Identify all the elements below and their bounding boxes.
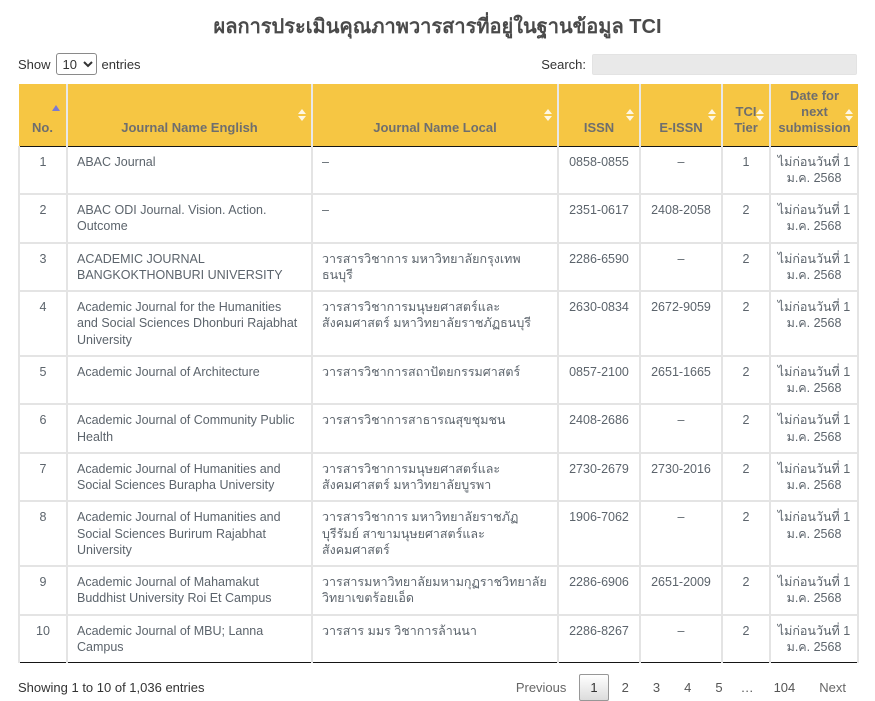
table-row bbox=[19, 146, 858, 194]
table-row bbox=[19, 501, 858, 566]
cell-eissn: – bbox=[640, 404, 722, 453]
cell-no: 8 bbox=[19, 501, 67, 566]
cell-next-submission-date: ไม่ก่อนวันที่ 1 ม.ค. 2568 bbox=[770, 146, 858, 194]
cell-next-submission-date: ไม่ก่อนวันที่ 1 ม.ค. 2568 bbox=[770, 615, 858, 663]
cell-journal-name-english: Academic Journal of Community Public Health bbox=[67, 404, 312, 453]
cell-tci-tier: 2 bbox=[722, 194, 770, 243]
header-journal-name-local[interactable]: Journal Name Local bbox=[312, 84, 558, 146]
table-row bbox=[19, 291, 858, 356]
page-length-control bbox=[18, 53, 141, 75]
header-issn[interactable]: ISSN bbox=[558, 84, 640, 146]
cell-journal-name-local: วารสาร มมร วิชาการล้านนา bbox=[312, 615, 558, 663]
table-row bbox=[19, 404, 858, 453]
cell-issn: 0857-2100 bbox=[558, 356, 640, 405]
cell-tci-tier: 2 bbox=[722, 404, 770, 453]
pagination-page-104[interactable]: 104 bbox=[773, 680, 796, 695]
header-tci-tier[interactable]: TCI Tier bbox=[722, 84, 770, 146]
showing-entries-info: Showing 1 to 10 of 1,036 entries bbox=[18, 680, 205, 695]
cell-journal-name-english: Academic Journal of MBU; Lanna Campus bbox=[67, 615, 312, 663]
cell-issn: 2630-0834 bbox=[558, 291, 640, 356]
cell-tci-tier: 2 bbox=[722, 566, 770, 615]
cell-eissn: 2408-2058 bbox=[640, 194, 722, 243]
cell-no: 1 bbox=[19, 146, 67, 194]
sort-both-icon bbox=[845, 109, 854, 121]
cell-no: 5 bbox=[19, 356, 67, 405]
cell-no: 10 bbox=[19, 615, 67, 663]
cell-no: 2 bbox=[19, 194, 67, 243]
cell-no: 3 bbox=[19, 243, 67, 292]
sort-both-icon bbox=[756, 109, 765, 121]
cell-eissn: 2651-2009 bbox=[640, 566, 722, 615]
cell-tci-tier: 2 bbox=[722, 243, 770, 292]
cell-tci-tier: 2 bbox=[722, 291, 770, 356]
pagination-next[interactable]: Next bbox=[819, 680, 846, 695]
cell-journal-name-english: ABAC ODI Journal. Vision. Action. Outcome bbox=[67, 194, 312, 243]
cell-journal-name-english: Academic Journal of Architecture bbox=[67, 356, 312, 405]
page-title: ผลการประเมินคุณภาพวารสารที่อยู่ในฐานข้อมูล TCI bbox=[213, 16, 662, 38]
table-row bbox=[19, 615, 858, 663]
cell-issn: 2351-0617 bbox=[558, 194, 640, 243]
table-controls bbox=[18, 53, 857, 75]
cell-tci-tier: 2 bbox=[722, 615, 770, 663]
sort-both-icon bbox=[544, 109, 553, 121]
sort-both-icon bbox=[626, 109, 635, 121]
cell-journal-name-local: วารสารวิชาการมนุษยศาสตร์และสังคมศาสตร์ มหาวิทยาลัยบูรพา bbox=[312, 453, 558, 502]
cell-journal-name-local: วารสารวิชาการสถาปัตยกรรมศาสตร์ bbox=[312, 356, 558, 405]
cell-issn: 2286-8267 bbox=[558, 615, 640, 663]
cell-eissn: 2672-9059 bbox=[640, 291, 722, 356]
cell-eissn: 2651-1665 bbox=[640, 356, 722, 405]
cell-journal-name-local: – bbox=[312, 146, 558, 194]
cell-tci-tier: 2 bbox=[722, 501, 770, 566]
cell-no: 7 bbox=[19, 453, 67, 502]
table-row bbox=[19, 243, 858, 292]
cell-eissn: 2730-2016 bbox=[640, 453, 722, 502]
pagination-page-1[interactable]: 1 bbox=[579, 674, 608, 701]
cell-issn: 2730-2679 bbox=[558, 453, 640, 502]
table-body bbox=[19, 146, 858, 663]
cell-journal-name-local: – bbox=[312, 194, 558, 243]
pagination-page-5[interactable]: 5 bbox=[715, 680, 723, 695]
table-row bbox=[19, 356, 858, 405]
pagination-page-4[interactable]: 4 bbox=[684, 680, 692, 695]
header-next-submission-date[interactable]: Date for next submission bbox=[770, 84, 858, 146]
cell-issn: 2408-2686 bbox=[558, 404, 640, 453]
sort-both-icon bbox=[708, 109, 717, 121]
page-length-select[interactable] bbox=[56, 53, 97, 75]
cell-journal-name-english: Academic Journal of Humanities and Social Sciences Burirum Rajabhat University bbox=[67, 501, 312, 566]
journals-table bbox=[18, 84, 859, 663]
pagination-page-3[interactable]: 3 bbox=[652, 680, 661, 695]
cell-journal-name-english: Academic Journal for the Humanities and Social Sciences Dhonburi Rajabhat University bbox=[67, 291, 312, 356]
cell-journal-name-english: Academic Journal of Humanities and Social Sciences Burapha University bbox=[67, 453, 312, 502]
search-input[interactable] bbox=[592, 54, 857, 75]
table-row bbox=[19, 194, 858, 243]
table-footer bbox=[18, 674, 857, 701]
sort-asc-icon bbox=[52, 105, 60, 111]
cell-tci-tier: 2 bbox=[722, 453, 770, 502]
cell-next-submission-date: ไม่ก่อนวันที่ 1 ม.ค. 2568 bbox=[770, 194, 858, 243]
cell-journal-name-local: วารสารมหาวิทยาลัยมหามกุฏราชวิทยาลัย วิทยาเขตร้อยเอ็ด bbox=[312, 566, 558, 615]
cell-tci-tier: 2 bbox=[722, 356, 770, 405]
cell-next-submission-date: ไม่ก่อนวันที่ 1 ม.ค. 2568 bbox=[770, 356, 858, 405]
table-row bbox=[19, 566, 858, 615]
pagination bbox=[503, 674, 857, 701]
header-eissn[interactable]: E-ISSN bbox=[640, 84, 722, 146]
cell-journal-name-local: วารสารวิชาการสาธารณสุขชุมชน bbox=[312, 404, 558, 453]
cell-next-submission-date: ไม่ก่อนวันที่ 1 ม.ค. 2568 bbox=[770, 243, 858, 292]
pagination-page-2[interactable]: 2 bbox=[621, 680, 629, 695]
cell-journal-name-english: ACADEMIC JOURNAL BANGKOKTHONBURI UNIVERSITY bbox=[67, 243, 312, 292]
cell-journal-name-local: วารสารวิชาการมนุษยศาสตร์และสังคมศาสตร์ มหาวิทยาลัยราชภัฏธนบุรี bbox=[312, 291, 558, 356]
cell-journal-name-english: Academic Journal of Mahamakut Buddhist University Roi Et Campus bbox=[67, 566, 312, 615]
cell-next-submission-date: ไม่ก่อนวันที่ 1 ม.ค. 2568 bbox=[770, 291, 858, 356]
cell-no: 9 bbox=[19, 566, 67, 615]
show-label: Show bbox=[18, 56, 51, 72]
sort-both-icon bbox=[298, 109, 307, 121]
cell-next-submission-date: ไม่ก่อนวันที่ 1 ม.ค. 2568 bbox=[770, 404, 858, 453]
header-no[interactable]: No. bbox=[19, 84, 67, 146]
entries-label: entries bbox=[101, 56, 141, 72]
cell-no: 6 bbox=[19, 404, 67, 453]
cell-journal-name-english: ABAC Journal bbox=[67, 146, 312, 194]
cell-next-submission-date: ไม่ก่อนวันที่ 1 ม.ค. 2568 bbox=[770, 501, 858, 566]
cell-issn: 1906-7062 bbox=[558, 501, 640, 566]
cell-journal-name-local: วารสารวิชาการ มหาวิทยาลัยกรุงเทพธนบุรี bbox=[312, 243, 558, 292]
cell-issn: 2286-6590 bbox=[558, 243, 640, 292]
cell-eissn: – bbox=[640, 615, 722, 663]
cell-eissn: – bbox=[640, 146, 722, 194]
cell-issn: 2286-6906 bbox=[558, 566, 640, 615]
page bbox=[0, 10, 875, 695]
pagination-ellipsis: … bbox=[740, 680, 754, 695]
cell-eissn: – bbox=[640, 243, 722, 292]
table-row bbox=[19, 453, 858, 502]
cell-issn: 0858-0855 bbox=[558, 146, 640, 194]
cell-next-submission-date: ไม่ก่อนวันที่ 1 ม.ค. 2568 bbox=[770, 453, 858, 502]
cell-eissn: – bbox=[640, 501, 722, 566]
cell-journal-name-local: วารสารวิชาการ มหาวิทยาลัยราชภัฏบุรีรัมย์ สาขามนุษยศาสตร์และสังคมศาสตร์ bbox=[312, 501, 558, 566]
search-control bbox=[541, 54, 857, 75]
cell-no: 4 bbox=[19, 291, 67, 356]
pagination-previous[interactable]: Previous bbox=[515, 680, 567, 695]
search-label: Search: bbox=[541, 56, 586, 72]
cell-next-submission-date: ไม่ก่อนวันที่ 1 ม.ค. 2568 bbox=[770, 566, 858, 615]
table-header bbox=[19, 84, 858, 146]
cell-tci-tier: 1 bbox=[722, 146, 770, 194]
header-journal-name-english[interactable]: Journal Name English bbox=[67, 84, 312, 146]
